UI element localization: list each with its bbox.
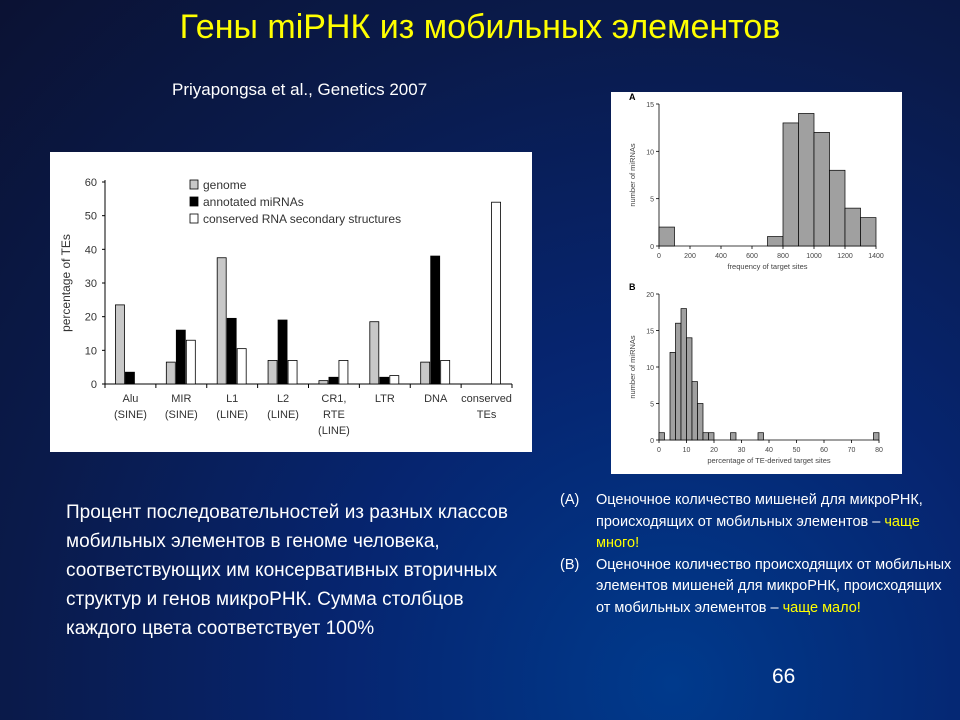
x-tick-label: 400 [715,253,727,260]
panel-label: B [629,282,636,292]
y-tick-label: 15 [646,328,654,336]
category-label: CR1, [321,393,347,405]
bar-genome [268,360,277,384]
bar-annotated-miRNAs [227,318,236,384]
category-label: (LINE) [267,409,299,421]
bar-annotated-miRNAs [278,320,287,384]
histogram-bar [845,208,861,246]
category-label: conserved [461,393,512,405]
histogram-bar [676,323,682,440]
bar-conserved-RNA-secondary-structures [441,360,450,384]
histogram-bar [692,382,698,440]
category-label: (SINE) [113,409,147,421]
y-tick-label: 0 [650,244,654,251]
caption-a-text: Оценочное количество мишеней для микроРНК, происходящих от мобильных элементов – [596,492,923,530]
x-tick-label: 1000 [806,253,822,260]
histogram-figure-svg [611,92,902,474]
histogram-figure [611,92,902,474]
histogram-bar [731,433,737,440]
y-tick-label: 5 [650,196,654,204]
bar-annotated-miRNAs [125,372,134,384]
histogram-bar [830,170,846,246]
bar-conserved-RNA-secondary-structures [492,202,501,384]
bar-genome [319,381,328,384]
x-tick-label: 200 [684,253,696,260]
category-label: (SINE) [164,409,198,421]
legend-label: genome [203,178,247,192]
histogram-bar [687,338,693,440]
y-tick-label: 10 [646,365,654,372]
y-tick-label: 0 [90,379,97,391]
y-tick-label: 20 [646,292,654,299]
te-percentage-chart-svg [50,152,532,452]
bar-genome [370,322,379,384]
category-label: LTR [374,393,395,405]
legend-label: annotated miRNAs [203,195,304,209]
bar-annotated-miRNAs [176,330,185,384]
histogram-bar [681,309,687,440]
bar-conserved-RNA-secondary-structures [390,376,399,384]
legend-swatch [190,214,198,223]
histogram-bar [670,352,676,440]
caption-a-body [596,490,955,555]
x-tick-label: 80 [875,447,883,454]
x-tick-label: 20 [710,447,718,454]
category-label: Alu [122,393,139,405]
histogram-bar [874,433,880,440]
y-tick-label: 5 [650,401,654,409]
bar-genome [166,362,175,384]
category-label: TEs [476,409,497,421]
category-label: RTE [323,409,345,421]
histogram-bar [768,237,784,246]
category-label: (LINE) [318,425,350,437]
histogram-bar [703,433,709,440]
panel-label: A [629,92,636,102]
histogram-bar [698,404,704,441]
y-tick-label: 15 [646,102,654,109]
bar-conserved-RNA-secondary-structures [288,360,297,384]
bar-genome [115,305,124,384]
x-tick-label: 0 [657,253,661,260]
histogram-bar [799,113,815,246]
legend-label: conserved RNA secondary structures [203,212,402,226]
category-label: (LINE) [216,409,249,421]
category-label: DNA [424,393,448,405]
y-tick-label: 10 [84,345,97,358]
page-number: 66 [772,665,796,688]
category-label: L1 [226,393,239,405]
figure-caption [560,490,955,619]
caption-b-highlight: чаще мало! [782,599,861,616]
caption-b-body [596,555,955,620]
y-axis-label: number of miRNAs [628,143,637,207]
legend-swatch [190,197,198,206]
bar-genome [421,362,430,384]
caption-b [560,555,955,620]
histogram-bar [814,132,830,246]
bar-conserved-RNA-secondary-structures [186,340,195,384]
y-tick-label: 40 [84,244,97,257]
x-tick-label: 50 [792,447,801,454]
y-axis-label: percentage of TEs [59,234,73,332]
y-axis-label: number of miRNAs [628,335,637,399]
y-tick-label: 60 [84,177,97,189]
description-text: Процент последовательностей из разных классов мобильных элементов в геноме человека, соответствующих им консервативных вторичных структур и генов микроРНК. Сумма столбцов каждого цвета соответствует 100% [66,502,508,639]
x-tick-label: 600 [746,253,758,260]
bar-annotated-miRNAs [431,256,440,384]
x-tick-label: 1400 [868,253,884,260]
caption-a-highlight: чаще много! [596,513,920,551]
x-tick-label: 40 [765,447,773,454]
te-percentage-chart [50,152,532,452]
caption-b-label: (B) [560,556,580,573]
citation: Priyapongsa et al., Genetics 2007 [172,80,428,99]
category-label: MIR [171,393,192,405]
x-tick-label: 0 [657,447,661,454]
bar-annotated-miRNAs [329,377,338,384]
y-tick-label: 30 [84,278,97,290]
caption-a-label: (A) [560,492,580,508]
y-tick-label: 50 [84,210,97,223]
x-tick-label: 30 [737,447,746,454]
x-tick-label: 60 [820,447,828,454]
legend-swatch [190,180,198,189]
histogram-bar [659,433,665,440]
bar-conserved-RNA-secondary-structures [339,360,348,384]
x-tick-label: 800 [777,253,789,260]
x-tick-label: 10 [682,447,691,454]
x-axis-label: frequency of target sites [727,262,808,271]
histogram-bar [758,433,764,440]
caption-a [560,490,955,555]
slide-title: Гены miРНК из мобильных элементов [179,8,781,46]
histogram-bar [783,123,799,246]
histogram-bar [709,433,715,440]
caption-b-text: Оценочное количество происходящих от мобильных элементов мишеней для микроРНК, происходящих от мобильных элементов – [596,556,952,616]
y-tick-label: 0 [650,438,654,445]
bar-annotated-miRNAs [380,377,389,384]
y-tick-label: 10 [646,149,654,157]
x-axis-label: percentage of TE-derived target sites [707,456,831,465]
y-tick-label: 20 [84,311,97,324]
category-label: L2 [276,393,290,405]
histogram-bar [861,218,877,246]
histogram-bar [659,227,675,246]
x-tick-label: 1200 [837,253,853,260]
x-tick-label: 70 [847,447,856,454]
bar-conserved-RNA-secondary-structures [237,349,246,384]
bar-genome [217,258,226,384]
